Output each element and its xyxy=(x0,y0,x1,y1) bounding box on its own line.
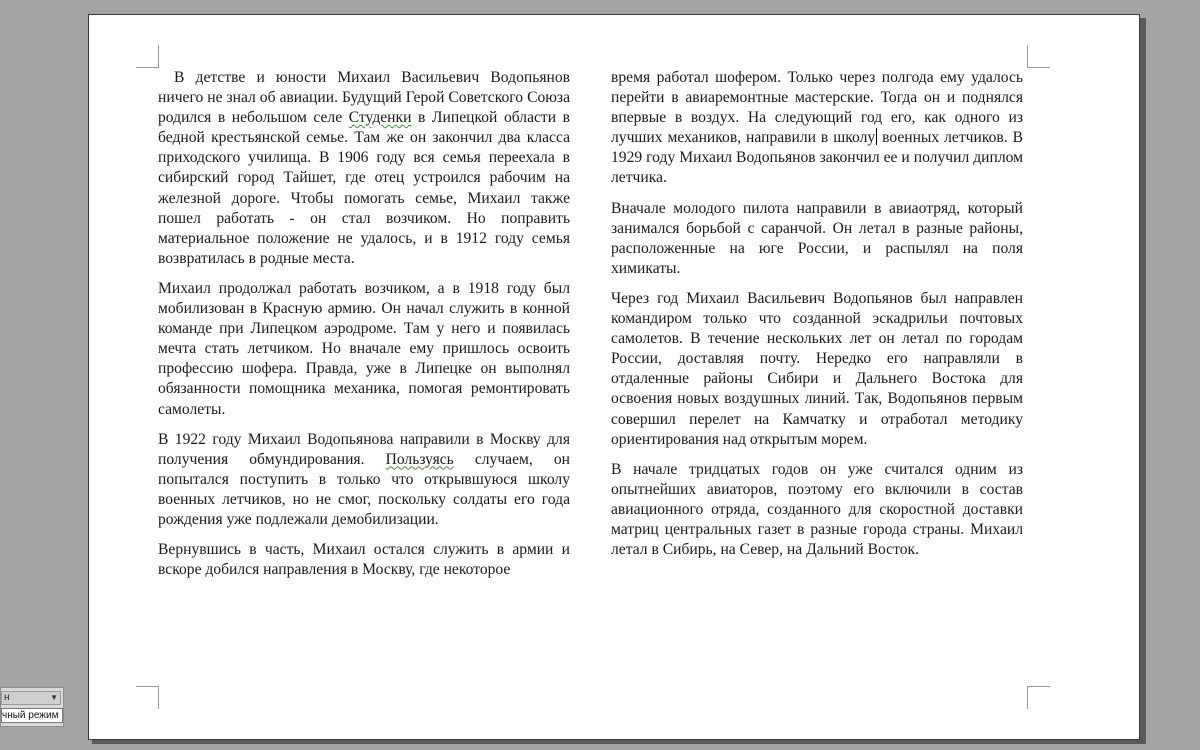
paragraph xyxy=(158,430,570,530)
spellcheck-flagged-word[interactable]: Студенки xyxy=(348,109,412,127)
paragraph-text: военных летчиков. В 1929 году Михаил Водопьянов закончил ее и получил диплом летчика. xyxy=(611,129,1023,187)
paragraph-text: в Липецкой области в бедной крестьянской семье. Там же он закончил два класса приходского училища. В 1906 году вся семья переехала в сибирский город Тайшет, где отец устроился рабочим на железной дороге. Чтобы помогать семье, Михаил также пошел работать - он стал возчиком. Но поправить материальное положение не удалось, и в 1912 году семья возвратилась в родные места. xyxy=(158,109,570,267)
text-column-left[interactable] xyxy=(158,68,570,590)
spellcheck-flagged-word[interactable]: Пользуясь xyxy=(385,450,454,468)
paragraph-text: случаем, он попытался поступить в только что открывшуюся школу военных летчиков, но не смог, поскольку солдаты его года рождения уже подлежали демобилизации. xyxy=(158,450,570,528)
document-page[interactable] xyxy=(88,14,1140,740)
paragraph: Вначале молодого пилота направили в авиаотряд, который занимался борьбой с саранчой. Он летал в разные районы, расположенные на юге России, и распылял на поля химикаты. xyxy=(611,199,1023,277)
paragraph: Через год Михаил Васильевич Водопьянов был направлен командиром только что созданной эскадрильи почтовых самолетов. В течение нескольких лет он летал по городам России, доставляя почту. Нередко его направляли в отдаленные районы Сибири и Дальнего Востока для освоения новых воздушных линий. Так, Водопьянов первым совершил перелет на Камчатку и отработал методику ориентирования над открытым морем. xyxy=(611,289,1023,448)
dropdown-arrow-icon[interactable]: ▼ xyxy=(50,693,58,702)
text-column-right[interactable] xyxy=(611,68,1023,570)
paragraph-text: время работал шофером. Только через полгода ему удалось перейти в авиаремонтные мастерские. Тогда он и поднялся впервые в воздух. На следующий год его, как одного из лучших механиков, направили в школу xyxy=(611,69,1023,147)
paragraph-text: В детстве и юности Михаил Васильевич Водопьянов ничего не знал об авиации. Будущий Герой Советского Союза родился в небольшом селе xyxy=(158,69,570,127)
paragraph: В начале тридцатых годов он уже считался одним из опытнейших авиаторов, поэтому его включили в состав авиационного отряда, созданного для скоростной доставки матриц центральных газет в разные города страны. Михаил летал в Сибирь, на Север, на Дальний Восток. xyxy=(611,460,1023,559)
margin-corner-top-left xyxy=(136,45,159,68)
view-mode-option[interactable]: чный режим xyxy=(1,708,63,723)
paragraph-text: В 1922 году Михаил Водопьянова направили в Москву для получения обмундирования. xyxy=(158,430,570,468)
paragraph: Михаил продолжал работать возчиком, а в 1918 году был мобилизован в Красную армию. Он начал служить в конной команде при Липецком аэродроме. Там у него и появилась мечта стать летчиком. Но вначале ему пришлось освоить профессию шофера. Правда, уже в Липецке он выполнял обязанности помощника механика, помогая ремонтировать самолеты. xyxy=(158,279,570,418)
paragraph: Вернувшись в часть, Михаил остался служить в армии и вскоре добился направления в Москву, где некоторое xyxy=(158,541,570,579)
paragraph xyxy=(158,68,570,269)
view-mode-select[interactable] xyxy=(1,691,61,705)
view-mode-select-text: н xyxy=(4,692,10,703)
margin-corner-top-right xyxy=(1027,45,1050,68)
margin-corner-bottom-right xyxy=(1027,686,1050,709)
margin-corner-bottom-left xyxy=(136,686,159,709)
paragraph xyxy=(611,68,1023,189)
view-mode-widget xyxy=(0,687,64,727)
